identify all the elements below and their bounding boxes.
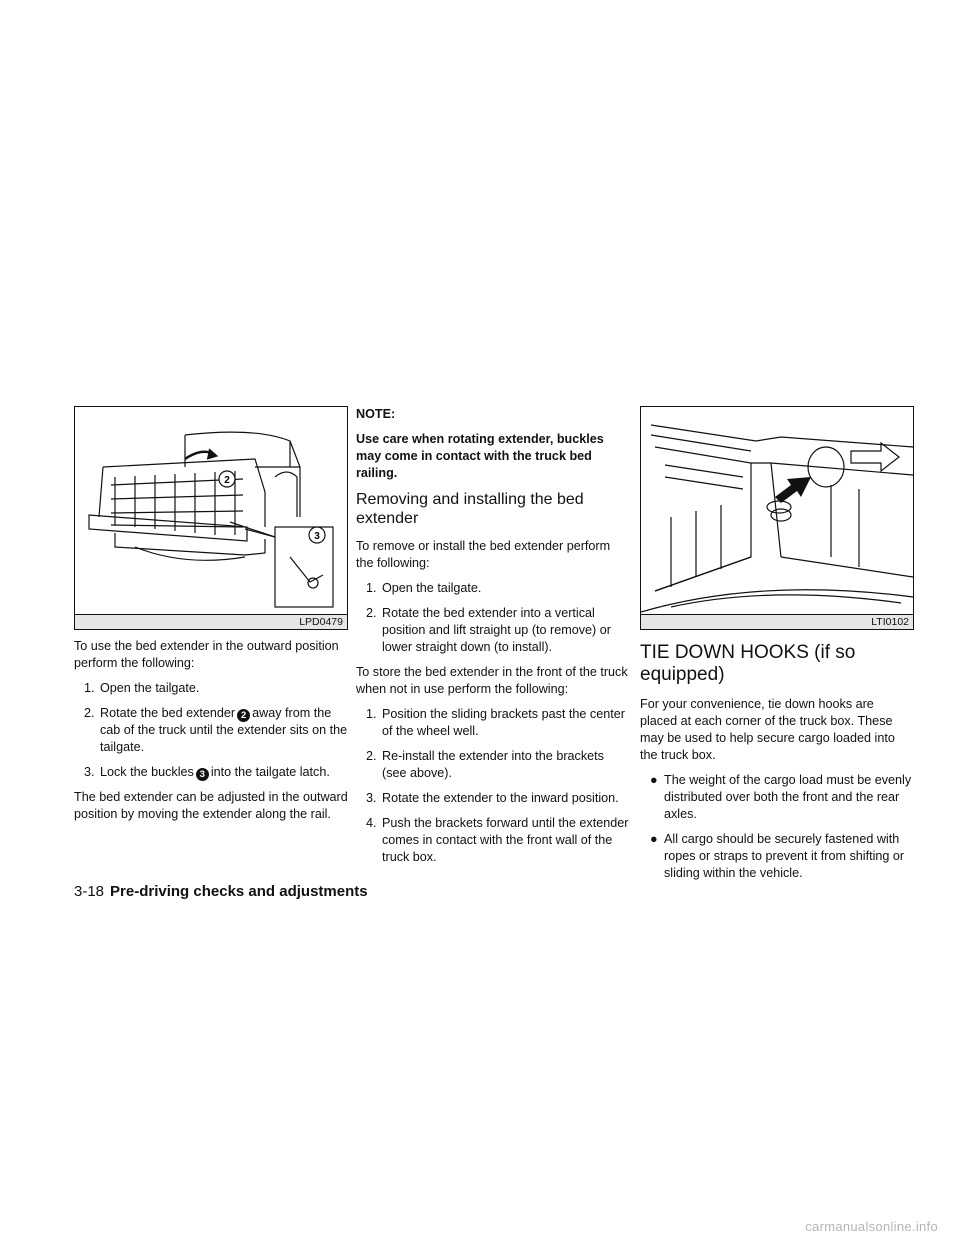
figure-id: LPD0479 — [75, 614, 347, 629]
list-item — [74, 764, 348, 781]
outward-steps — [74, 680, 348, 781]
bullet-icon: ● — [650, 773, 658, 787]
intro-text: To use the bed extender in the outward position perform the following: — [74, 639, 339, 670]
intro-text: For your convenience, tie down hooks are placed at each corner of the truck box. These may be used to help secure cargo loaded into the truck box. — [640, 697, 895, 762]
step-text-cont: into the tailgate latch. — [210, 765, 330, 779]
watermark: carmanualsonline.info — [805, 1219, 938, 1234]
step-text: Open the tailgate. — [382, 581, 482, 595]
list-item — [356, 815, 630, 866]
bullet-text: The weight of the cargo load must be evenly distributed over both the front and the rear axles. — [664, 773, 912, 821]
page-number: 3-18 — [74, 883, 105, 900]
column-3 — [640, 406, 914, 890]
note-heading: NOTE: — [356, 407, 396, 421]
callout-3-icon: 3 — [196, 768, 209, 781]
list-item — [74, 680, 348, 697]
remove-install-steps — [356, 580, 630, 656]
step-number: 3. — [84, 765, 95, 779]
step-text: Re-install the extender into the brackets (see above). — [382, 749, 604, 780]
step-text: Rotate the bed extender into a vertical position and lift straight up (to remove) or lower straight down (to install). — [382, 606, 611, 654]
step-number: 3. — [366, 791, 377, 805]
outro-text: The bed extender can be adjusted in the outward position by moving the extender along the rail. — [74, 790, 348, 821]
list-item — [356, 605, 630, 656]
callout-2-icon: 2 — [237, 709, 250, 722]
list-item — [640, 772, 914, 823]
bed-extender-illustration — [75, 407, 347, 629]
step-number: 2. — [366, 606, 377, 620]
page-footer — [74, 882, 368, 902]
list-item — [640, 831, 914, 882]
callout-3-label: 3 — [314, 531, 320, 542]
step-text: Open the tailgate. — [100, 681, 200, 695]
list-item — [74, 705, 348, 756]
bullet-list — [640, 772, 914, 882]
store-steps — [356, 706, 630, 866]
step-number: 2. — [366, 749, 377, 763]
list-item — [356, 580, 630, 597]
store-intro-text: To store the bed extender in the front of the truck when not in use perform the following: — [356, 665, 628, 696]
list-item — [356, 748, 630, 782]
step-text: Rotate the bed extender — [100, 706, 236, 720]
note-text: Use care when rotating extender, buckles may come in contact with the truck bed railing. — [356, 432, 604, 480]
tie-down-hook-figure — [640, 406, 914, 630]
step-number: 1. — [84, 681, 95, 695]
section-heading: TIE DOWN HOOKS (if so equipped) — [640, 642, 856, 685]
step-number: 1. — [366, 707, 377, 721]
step-number: 1. — [366, 581, 377, 595]
step-text: Rotate the extender to the inward position. — [382, 791, 619, 805]
bed-extender-figure — [74, 406, 348, 630]
list-item — [356, 706, 630, 740]
callout-2-label: 2 — [224, 475, 230, 486]
list-item — [356, 790, 630, 807]
figure-id: LTI0102 — [641, 614, 913, 629]
chapter-title: Pre-driving checks and adjustments — [110, 883, 368, 900]
intro-text: To remove or install the bed extender perform the following: — [356, 539, 611, 570]
step-number: 2. — [84, 706, 95, 720]
bullet-text: All cargo should be securely fastened with ropes or straps to prevent it from shifting or sliding within the vehicle. — [664, 832, 905, 880]
column-1 — [74, 406, 348, 831]
subsection-heading: Removing and installing the bed extender — [356, 491, 584, 527]
step-number: 4. — [366, 816, 377, 830]
step-text: Lock the buckles — [100, 765, 194, 779]
step-text: Position the sliding brackets past the center of the wheel well. — [382, 707, 625, 738]
bullet-icon: ● — [650, 832, 658, 846]
step-text-cont: away from the cab of the truck until the extender sits on the tailgate. — [100, 706, 348, 754]
step-text: Push the brackets forward until the extender comes in contact with the front wall of the truck box. — [382, 816, 629, 864]
column-2 — [356, 406, 630, 874]
tie-down-hook-illustration — [641, 407, 913, 629]
